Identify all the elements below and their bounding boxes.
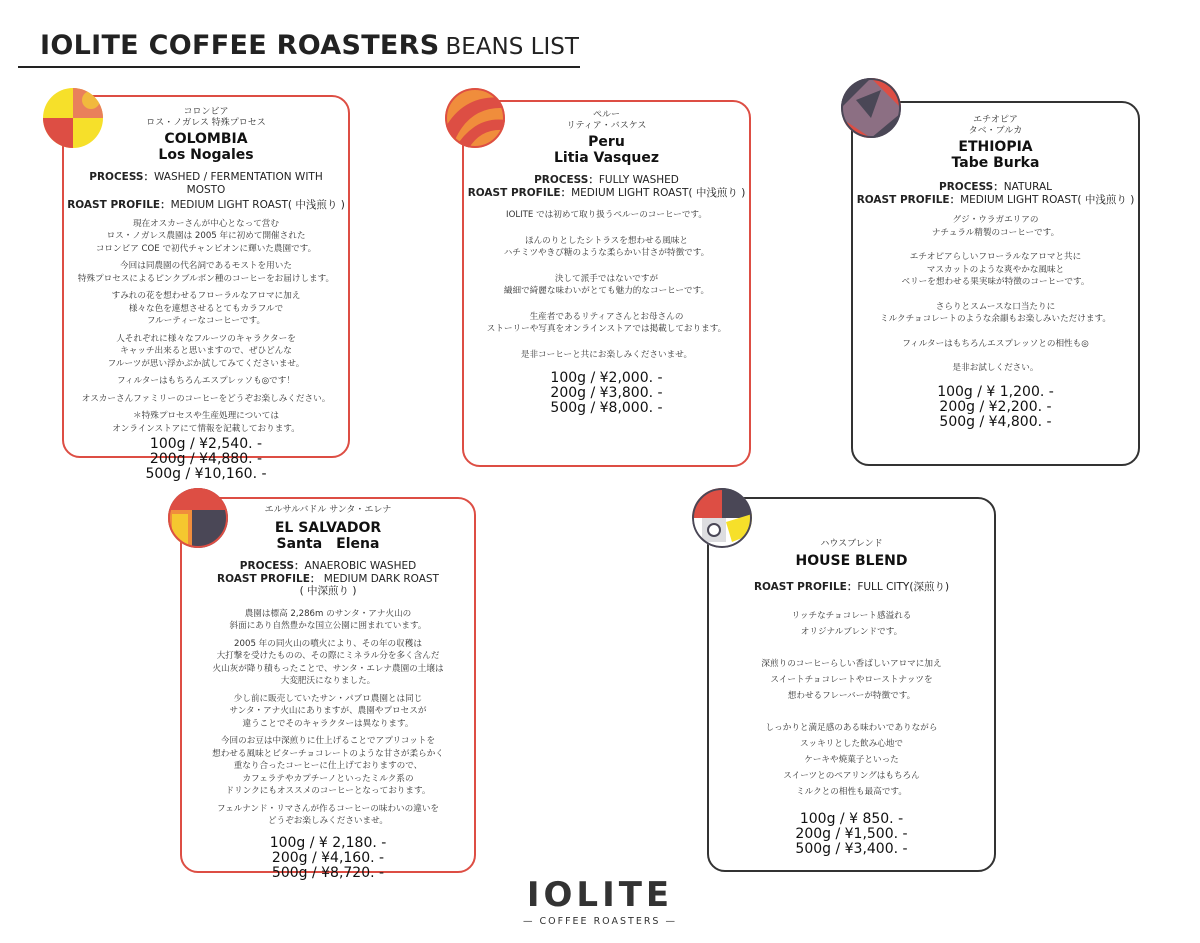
card-farm: Los Nogales — [158, 147, 254, 163]
card-kana: ハウスブレンド — [820, 539, 883, 549]
price-100g: 100g / ¥ 850. - — [799, 810, 904, 827]
page-header — [40, 30, 579, 61]
card-desc: しっかりと満足感のある味わいでありながら スッキリとした飲み心地で ケーキや焼菓子といった スイーツとのペアリングはもちろん ミルクとの相性も最高です。 — [765, 722, 938, 797]
card-country: COLOMBIA — [164, 131, 248, 147]
card-desc: フィルターはもちろんエスプレッソとの相性も◎ — [902, 338, 1089, 349]
card-process: PROCESS：FULLY WASHED — [534, 174, 679, 186]
footer-logo — [0, 876, 1200, 928]
footer-logo-wordmark: IOLITE — [526, 875, 674, 915]
card-process: PROCESS：NATURAL — [939, 181, 1052, 193]
card-desc: 決して派手ではないですが 繊細で綺麗な味わいがとても魅力的なコーヒーです。 — [503, 273, 710, 296]
bean-card-peru — [462, 100, 751, 467]
card-desc: 今回は同農園の代名詞であるモストを用いた 特殊プロセスによるピンクブルボン種のコーヒーをお届けします。 — [77, 261, 335, 284]
card-desc: 2005 年の同火山の噴火により、その年の収穫は 大打撃を受けたものの、その際にミネラル分を多く含んだ 火山灰が降り積もったことで、サンタ・エレナ農園の土壌は 大変肥沃になりました。 — [212, 638, 444, 686]
price-list — [464, 371, 749, 416]
card-farm: Litia Vasquez — [553, 150, 659, 166]
card-desc: エチオピアらしいフローラルなアロマと共に マスカットのような爽やかな風味と ベリーを想わせる果実味が特徴のコーヒーです。 — [901, 252, 1090, 287]
card-roast: ROAST PROFILE：MEDIUM LIGHT ROAST( 中浅煎り ) — [467, 186, 746, 199]
price-list — [64, 437, 348, 482]
card-kana: エルサルバドル サンタ・エレナ — [264, 505, 392, 515]
card-desc: 今回のお豆は中深煎りに仕上げることでアプリコットを 想わせる風味とビターチョコレートのような甘さが柔らかく 重なり合ったコーヒーに仕上げておりますので、 カフェラテやカプチーノといったミルク系の ドリンクにもオススメのコーヒーとなっております。 — [212, 736, 444, 796]
price-100g: 100g / ¥2,540. - — [149, 436, 263, 452]
card-process: PROCESS：ANAEROBIC WASHED — [239, 560, 417, 572]
card-roast: ROAST PROFILE：FULL CITY(深煎り) — [753, 581, 950, 593]
page-subtitle: BEANS LIST — [445, 34, 579, 60]
card-desc: 人それぞれに様々なフルーツのキャラクターを キャッチ出来ると思いますので、ぜひどんな フルーツが思い浮かぶか試してみてくださいませ。 — [107, 333, 305, 369]
price-list — [182, 836, 474, 881]
card-desc: IOLITE では初めて取り扱うペルーのコーヒーです。 — [506, 210, 707, 220]
card-desc: 是非お試しください。 — [952, 363, 1039, 373]
card-kana: コロンビア ロス・ノガレス 特殊プロセス — [146, 107, 266, 128]
card-desc: すみれの花を想わせるフローラルなアロマに加え 様々な色を連想させるとてもカラフルで フルーティーなコーヒーです。 — [111, 291, 301, 326]
card-roast-jp: ( 中深煎り ) — [299, 585, 357, 597]
card-farm: Santa Elena — [276, 536, 380, 552]
price-200g: 200g / ¥1,500. - — [795, 825, 908, 842]
bean-card-ethiopia — [851, 101, 1140, 466]
card-desc: ＊特殊プロセスや生産処理については オンラインストアにて情報を記載しております。 — [112, 411, 300, 434]
price-200g: 200g / ¥3,800. - — [550, 385, 663, 401]
card-kana: ペルー リティア・バスケス — [566, 110, 647, 131]
card-desc: フェルナンド・リマさんが作るコーヒーの味わいの違いを どうぞお楽しみくださいませ。 — [216, 803, 440, 826]
card-roast: ROAST PROFILE： MEDIUM DARK ROAST — [217, 572, 439, 585]
price-100g: 100g / ¥2,000. - — [550, 370, 663, 386]
price-500g: 500g / ¥8,000. - — [550, 400, 663, 416]
header-divider — [18, 66, 580, 68]
price-100g: 100g / ¥ 1,200. - — [937, 383, 1054, 400]
elsalvador-emblem-icon — [168, 488, 228, 548]
price-200g: 200g / ¥4,160. - — [271, 849, 385, 866]
card-desc: 少し前に販売していたサン・パブロ農園とは同じ サンタ・アナ火山にありますが、農園やプロセスが 違うことでそのキャラクターは異なります。 — [229, 693, 427, 729]
price-list — [853, 385, 1138, 430]
bean-card-colombia — [62, 95, 350, 482]
price-500g: 500g / ¥4,800. - — [939, 413, 1052, 430]
card-desc: ほんのりとしたシトラスを想わせる風味と ハチミツやきび糖のような柔らかい甘さが特徴です。 — [503, 235, 710, 258]
card-country: Peru — [588, 134, 625, 150]
footer-tagline: — COFFEE ROASTERS — — [523, 916, 677, 927]
card-desc: オスカーさんファミリーのコーヒーをどうぞお楽しみください。 — [81, 393, 331, 404]
card-farm: Tabe Burka — [951, 155, 1040, 171]
card-desc: 現在オスカーさんが中心となって営む ロス・ノガレス農園は 2005 年に初めて開催された コロンビア COE で初代チャンピオンに輝いた農園です。 — [95, 218, 317, 254]
price-500g: 500g / ¥3,400. - — [795, 840, 908, 857]
colombia-emblem-icon — [43, 88, 103, 148]
card-roast: ROAST PROFILE：MEDIUM LIGHT ROAST( 中浅煎り ) — [856, 193, 1135, 206]
card-country: ETHIOPIA — [958, 139, 1033, 155]
price-list — [709, 812, 994, 857]
bean-card-house-blend — [707, 497, 996, 872]
card-desc: フィルターはもちろんエスプレッソも◎です！ — [117, 376, 295, 386]
price-500g: 500g / ¥10,160. - — [145, 466, 267, 482]
price-200g: 200g / ¥2,200. - — [939, 398, 1052, 415]
bean-card-elsalvador — [180, 497, 476, 881]
card-roast: ROAST PROFILE：MEDIUM LIGHT ROAST( 中浅煎り ) — [67, 199, 345, 211]
card-desc: 是非コーヒーと共にお楽しみくださいませ。 — [520, 349, 693, 360]
card-desc: リッチなチョコレート感溢れる オリジナルブレンドです。 — [791, 610, 912, 637]
price-200g: 200g / ¥4,880. - — [149, 451, 263, 467]
card-desc: さらりとスムースな口当たりに ミルクチョコレートのような余韻もお楽しみいただけます。 — [880, 301, 1111, 324]
peru-emblem-icon — [445, 88, 505, 148]
card-desc: 農園は標高 2,286m のサンタ・アナ火山の 斜面にあり自然豊かな国立公園に囲まれています。 — [229, 608, 427, 631]
card-kana: エチオピア タベ・ブルカ — [968, 115, 1023, 136]
card-desc: 生産者であるリティアさんとお母さんの ストーリーや写真をオンラインストアでは掲載しております。 — [486, 311, 727, 334]
card-desc: 深煎りのコーヒーらしい香ばしいアロマに加え スイートチョコレートやローストナッツを 想わせるフレーバーが特徴です。 — [761, 658, 942, 701]
card-desc: グジ・ウラガエリアの ナチュラル精製のコーヒーです。 — [931, 215, 1060, 238]
price-500g: 500g / ¥8,720. - — [271, 864, 385, 881]
card-country: HOUSE BLEND — [795, 553, 908, 569]
card-country: EL SALVADOR — [274, 520, 382, 536]
house-blend-emblem-icon — [692, 488, 752, 548]
card-process: PROCESS：WASHED / FERMENTATION WITH MOSTO — [89, 171, 323, 196]
price-100g: 100g / ¥ 2,180. - — [269, 834, 387, 851]
page-title: IOLITE COFFEE ROASTERS — [40, 30, 440, 61]
ethiopia-emblem-icon — [841, 78, 901, 138]
